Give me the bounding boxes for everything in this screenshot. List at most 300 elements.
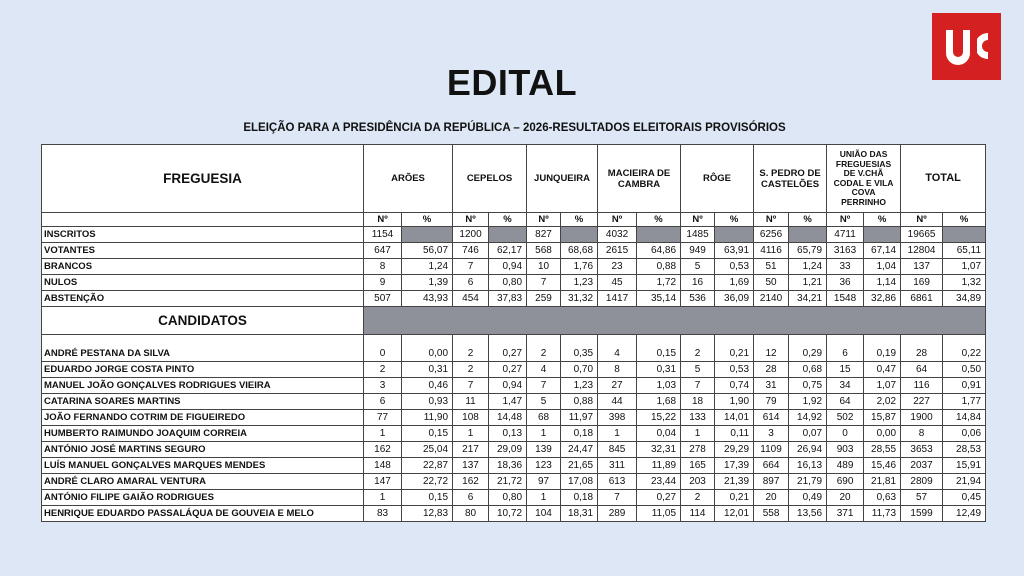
count-column-header: Nº — [681, 213, 715, 227]
percent-column-header: % — [864, 213, 901, 227]
percent-cell: 1,47 — [489, 394, 527, 410]
count-cell: 148 — [364, 458, 402, 474]
count-cell: 57 — [901, 490, 943, 506]
freguesia-header-roge: RÔGE — [681, 145, 754, 213]
freguesia-header-total: TOTAL — [901, 145, 986, 213]
percent-cell — [402, 227, 453, 243]
percent-cell: 1,32 — [943, 275, 986, 291]
count-cell: 647 — [364, 243, 402, 259]
percent-cell: 0,31 — [637, 362, 681, 378]
percent-cell: 0,00 — [864, 426, 901, 442]
percent-cell: 11,73 — [864, 506, 901, 522]
count-cell: 2809 — [901, 474, 943, 490]
percent-cell: 1,68 — [637, 394, 681, 410]
percent-cell: 1,07 — [864, 378, 901, 394]
percent-cell — [637, 227, 681, 243]
count-cell: 6256 — [754, 227, 789, 243]
count-cell: 259 — [527, 291, 561, 307]
candidate-row — [42, 442, 986, 458]
count-cell: 949 — [681, 243, 715, 259]
percent-cell: 37,83 — [489, 291, 527, 307]
count-cell: 1548 — [827, 291, 864, 307]
percent-cell: 0,21 — [715, 335, 754, 362]
row-label: ANDRÉ PESTANA DA SILVA — [42, 335, 364, 362]
freguesia-header: FREGUESIA — [42, 145, 364, 213]
count-cell: 1 — [527, 426, 561, 442]
percent-cell: 68,68 — [561, 243, 598, 259]
row-label: LUÍS MANUEL GONÇALVES MARQUES MENDES — [42, 458, 364, 474]
percent-cell: 1,03 — [637, 378, 681, 394]
count-cell: 1 — [364, 490, 402, 506]
count-cell: 10 — [527, 259, 561, 275]
percent-cell — [864, 227, 901, 243]
percent-cell: 15,87 — [864, 410, 901, 426]
percent-cell: 0,07 — [789, 426, 827, 442]
count-cell: 8 — [364, 259, 402, 275]
count-cell: 489 — [827, 458, 864, 474]
count-cell: 79 — [754, 394, 789, 410]
row-label: MANUEL JOÃO GONÇALVES RODRIGUES VIEIRA — [42, 378, 364, 394]
percent-cell: 0,21 — [715, 490, 754, 506]
percent-cell: 18,36 — [489, 458, 527, 474]
candidate-row — [42, 506, 986, 522]
percent-cell: 0,94 — [489, 378, 527, 394]
column-subheader-row — [42, 213, 986, 227]
count-cell: 27 — [598, 378, 637, 394]
count-cell: 454 — [453, 291, 489, 307]
count-cell: 123 — [527, 458, 561, 474]
percent-cell: 0,13 — [489, 426, 527, 442]
candidatos-header: CANDIDATOS — [42, 307, 364, 335]
percent-cell: 1,24 — [789, 259, 827, 275]
count-cell: 2 — [527, 335, 561, 362]
percent-column-header: % — [943, 213, 986, 227]
percent-cell — [715, 227, 754, 243]
count-cell: 1599 — [901, 506, 943, 522]
count-cell: 1154 — [364, 227, 402, 243]
percent-cell: 11,89 — [637, 458, 681, 474]
count-cell: 7 — [527, 378, 561, 394]
percent-cell: 43,93 — [402, 291, 453, 307]
row-label: ANTÓNIO JOSÉ MARTINS SEGURO — [42, 442, 364, 458]
percent-column-header: % — [561, 213, 598, 227]
count-cell: 15 — [827, 362, 864, 378]
count-column-header: Nº — [901, 213, 943, 227]
percent-cell: 1,39 — [402, 275, 453, 291]
count-cell: 108 — [453, 410, 489, 426]
count-cell: 0 — [364, 335, 402, 362]
percent-cell: 1,92 — [789, 394, 827, 410]
count-cell: 2615 — [598, 243, 637, 259]
count-cell: 6 — [364, 394, 402, 410]
count-cell: 1 — [453, 426, 489, 442]
count-cell: 613 — [598, 474, 637, 490]
count-cell: 502 — [827, 410, 864, 426]
count-cell: 34 — [827, 378, 864, 394]
percent-cell: 1,23 — [561, 275, 598, 291]
percent-cell: 0,88 — [637, 259, 681, 275]
count-cell: 507 — [364, 291, 402, 307]
row-label: ANDRÉ CLARO AMARAL VENTURA — [42, 474, 364, 490]
percent-cell — [789, 227, 827, 243]
percent-cell: 24,47 — [561, 442, 598, 458]
candidates-section — [42, 335, 986, 522]
count-cell: 4711 — [827, 227, 864, 243]
freguesia-header-junqueira: JUNQUEIRA — [527, 145, 598, 213]
count-cell: 5 — [681, 362, 715, 378]
percent-cell: 11,90 — [402, 410, 453, 426]
count-cell: 6 — [453, 275, 489, 291]
percent-cell: 1,77 — [943, 394, 986, 410]
percent-cell: 0,29 — [789, 335, 827, 362]
percent-cell — [489, 227, 527, 243]
count-cell: 1109 — [754, 442, 789, 458]
count-cell: 165 — [681, 458, 715, 474]
percent-cell: 1,90 — [715, 394, 754, 410]
count-cell: 8 — [901, 426, 943, 442]
count-cell: 278 — [681, 442, 715, 458]
percent-cell: 12,83 — [402, 506, 453, 522]
count-cell: 3 — [364, 378, 402, 394]
candidate-row — [42, 335, 986, 362]
count-cell: 9 — [364, 275, 402, 291]
count-cell: 4 — [598, 335, 637, 362]
count-cell: 12804 — [901, 243, 943, 259]
count-cell: 398 — [598, 410, 637, 426]
percent-column-header: % — [489, 213, 527, 227]
count-cell: 2140 — [754, 291, 789, 307]
percent-cell: 1,21 — [789, 275, 827, 291]
percent-cell: 56,07 — [402, 243, 453, 259]
count-cell: 7 — [453, 378, 489, 394]
count-cell: 114 — [681, 506, 715, 522]
count-cell: 227 — [901, 394, 943, 410]
candidate-row — [42, 362, 986, 378]
percent-cell: 13,56 — [789, 506, 827, 522]
candidate-row — [42, 458, 986, 474]
count-cell: 11 — [453, 394, 489, 410]
percent-cell: 0,93 — [402, 394, 453, 410]
count-cell: 3 — [754, 426, 789, 442]
percent-cell: 0,91 — [943, 378, 986, 394]
count-cell: 137 — [901, 259, 943, 275]
count-cell: 903 — [827, 442, 864, 458]
count-cell: 8 — [598, 362, 637, 378]
count-cell: 1417 — [598, 291, 637, 307]
percent-cell: 0,47 — [864, 362, 901, 378]
percent-cell: 16,13 — [789, 458, 827, 474]
count-cell: 1900 — [901, 410, 943, 426]
count-cell: 746 — [453, 243, 489, 259]
count-cell: 7 — [681, 378, 715, 394]
percent-cell: 21,39 — [715, 474, 754, 490]
percent-cell: 1,72 — [637, 275, 681, 291]
count-cell: 664 — [754, 458, 789, 474]
percent-cell: 15,22 — [637, 410, 681, 426]
count-cell: 371 — [827, 506, 864, 522]
percent-cell: 0,80 — [489, 490, 527, 506]
count-cell: 1 — [364, 426, 402, 442]
count-cell: 558 — [754, 506, 789, 522]
percent-cell: 14,84 — [943, 410, 986, 426]
count-cell: 23 — [598, 259, 637, 275]
percent-cell: 21,79 — [789, 474, 827, 490]
percent-cell: 62,17 — [489, 243, 527, 259]
percent-cell: 0,18 — [561, 490, 598, 506]
candidate-row — [42, 426, 986, 442]
row-label: JOÃO FERNANDO COTRIM DE FIGUEIREDO — [42, 410, 364, 426]
row-label: BRANCOS — [42, 259, 364, 275]
percent-column-header: % — [715, 213, 754, 227]
percent-cell: 0,94 — [489, 259, 527, 275]
percent-cell: 0,75 — [789, 378, 827, 394]
count-cell: 18 — [681, 394, 715, 410]
count-cell: 4 — [527, 362, 561, 378]
count-cell: 97 — [527, 474, 561, 490]
count-cell: 289 — [598, 506, 637, 522]
percent-cell: 12,49 — [943, 506, 986, 522]
percent-cell: 12,01 — [715, 506, 754, 522]
percent-cell: 0,63 — [864, 490, 901, 506]
percent-cell: 1,14 — [864, 275, 901, 291]
percent-cell: 25,04 — [402, 442, 453, 458]
count-cell: 2 — [364, 362, 402, 378]
percent-cell: 1,69 — [715, 275, 754, 291]
count-cell: 104 — [527, 506, 561, 522]
count-cell: 45 — [598, 275, 637, 291]
percent-cell: 0,22 — [943, 335, 986, 362]
percent-cell: 0,15 — [402, 426, 453, 442]
percent-cell: 21,81 — [864, 474, 901, 490]
count-cell: 20 — [827, 490, 864, 506]
percent-cell: 17,08 — [561, 474, 598, 490]
count-cell: 44 — [598, 394, 637, 410]
percent-cell: 10,72 — [489, 506, 527, 522]
count-cell: 83 — [364, 506, 402, 522]
percent-cell: 0,68 — [789, 362, 827, 378]
count-cell: 162 — [364, 442, 402, 458]
percent-cell: 0,15 — [637, 335, 681, 362]
percent-cell: 28,55 — [864, 442, 901, 458]
count-cell: 5 — [527, 394, 561, 410]
count-column-header: Nº — [364, 213, 402, 227]
count-cell: 2 — [681, 490, 715, 506]
count-column-header: Nº — [453, 213, 489, 227]
subheader-blank — [42, 213, 364, 227]
row-label: HUMBERTO RAIMUNDO JOAQUIM CORREIA — [42, 426, 364, 442]
candidate-row — [42, 378, 986, 394]
percent-cell: 23,44 — [637, 474, 681, 490]
row-label: NULOS — [42, 275, 364, 291]
count-cell: 536 — [681, 291, 715, 307]
candidate-row — [42, 490, 986, 506]
count-cell: 6 — [827, 335, 864, 362]
percent-cell: 35,14 — [637, 291, 681, 307]
page-title: EDITAL — [446, 62, 578, 103]
count-cell: 897 — [754, 474, 789, 490]
percent-cell: 0,50 — [943, 362, 986, 378]
percent-cell: 1,23 — [561, 378, 598, 394]
percent-cell: 21,72 — [489, 474, 527, 490]
count-cell: 614 — [754, 410, 789, 426]
percent-cell: 0,27 — [637, 490, 681, 506]
percent-cell: 15,91 — [943, 458, 986, 474]
percent-cell: 64,86 — [637, 243, 681, 259]
freguesia-header-sao-pedro: S. PEDRO DE CASTELÕES — [754, 145, 827, 213]
stats-row — [42, 227, 986, 243]
count-cell: 68 — [527, 410, 561, 426]
percent-cell: 11,97 — [561, 410, 598, 426]
count-cell: 6 — [453, 490, 489, 506]
percent-cell: 1,04 — [864, 259, 901, 275]
count-cell: 2 — [453, 362, 489, 378]
count-cell: 3163 — [827, 243, 864, 259]
stats-row — [42, 291, 986, 307]
count-cell: 2 — [681, 335, 715, 362]
count-cell: 64 — [901, 362, 943, 378]
percent-cell: 14,48 — [489, 410, 527, 426]
percent-cell: 0,49 — [789, 490, 827, 506]
percent-cell: 0,80 — [489, 275, 527, 291]
count-cell: 80 — [453, 506, 489, 522]
stats-row — [42, 275, 986, 291]
count-cell: 7 — [453, 259, 489, 275]
count-cell: 77 — [364, 410, 402, 426]
candidate-row — [42, 394, 986, 410]
percent-cell: 32,86 — [864, 291, 901, 307]
row-label: INSCRITOS — [42, 227, 364, 243]
stats-row — [42, 243, 986, 259]
percent-cell: 0,70 — [561, 362, 598, 378]
count-cell: 28 — [754, 362, 789, 378]
count-cell: 169 — [901, 275, 943, 291]
stats-section — [42, 227, 986, 307]
percent-cell: 31,32 — [561, 291, 598, 307]
row-label: CATARINA SOARES MARTINS — [42, 394, 364, 410]
count-cell: 137 — [453, 458, 489, 474]
percent-cell — [943, 227, 986, 243]
percent-cell — [561, 227, 598, 243]
percent-cell: 0,53 — [715, 362, 754, 378]
count-cell: 311 — [598, 458, 637, 474]
row-label: ABSTENÇÃO — [42, 291, 364, 307]
count-column-header: Nº — [827, 213, 864, 227]
count-cell: 690 — [827, 474, 864, 490]
percent-cell: 1,07 — [943, 259, 986, 275]
count-cell: 4032 — [598, 227, 637, 243]
percent-cell: 0,53 — [715, 259, 754, 275]
percent-cell: 29,09 — [489, 442, 527, 458]
count-cell: 3653 — [901, 442, 943, 458]
count-cell: 1200 — [453, 227, 489, 243]
count-cell: 50 — [754, 275, 789, 291]
percent-cell: 0,15 — [402, 490, 453, 506]
percent-cell: 65,11 — [943, 243, 986, 259]
percent-cell: 0,46 — [402, 378, 453, 394]
count-cell: 64 — [827, 394, 864, 410]
candidatos-header-fill — [364, 307, 986, 335]
count-cell: 33 — [827, 259, 864, 275]
count-cell: 16 — [681, 275, 715, 291]
count-cell: 12 — [754, 335, 789, 362]
count-cell: 1485 — [681, 227, 715, 243]
count-cell: 1 — [681, 426, 715, 442]
freguesia-header-aroes: ARÕES — [364, 145, 453, 213]
percent-cell: 15,46 — [864, 458, 901, 474]
count-cell: 20 — [754, 490, 789, 506]
percent-cell: 22,72 — [402, 474, 453, 490]
percent-cell: 67,14 — [864, 243, 901, 259]
percent-cell: 0,31 — [402, 362, 453, 378]
percent-cell: 0,00 — [402, 335, 453, 362]
percent-cell: 36,09 — [715, 291, 754, 307]
percent-cell: 0,04 — [637, 426, 681, 442]
freguesia-header-macieira: MACIEIRA DE CAMBRA — [598, 145, 681, 213]
count-cell: 827 — [527, 227, 561, 243]
percent-cell: 28,53 — [943, 442, 986, 458]
percent-cell: 0,27 — [489, 362, 527, 378]
count-column-header: Nº — [598, 213, 637, 227]
count-cell: 5 — [681, 259, 715, 275]
percent-cell: 0,18 — [561, 426, 598, 442]
count-cell: 203 — [681, 474, 715, 490]
percent-column-header: % — [789, 213, 827, 227]
count-column-header: Nº — [527, 213, 561, 227]
count-cell: 2 — [453, 335, 489, 362]
percent-cell: 32,31 — [637, 442, 681, 458]
percent-cell: 34,89 — [943, 291, 986, 307]
percent-cell: 11,05 — [637, 506, 681, 522]
count-cell: 7 — [598, 490, 637, 506]
count-cell: 162 — [453, 474, 489, 490]
count-cell: 2037 — [901, 458, 943, 474]
percent-cell: 1,24 — [402, 259, 453, 275]
page-subtitle: ELEIÇÃO PARA A PRESIDÊNCIA DA REPÚBLICA – 2026-RESULTADOS ELEITORAIS PROVISÓRIOS — [243, 122, 786, 134]
percent-cell: 0,74 — [715, 378, 754, 394]
percent-column-header: % — [402, 213, 453, 227]
percent-cell: 0,06 — [943, 426, 986, 442]
percent-cell: 63,91 — [715, 243, 754, 259]
percent-cell: 1,76 — [561, 259, 598, 275]
count-cell: 1 — [527, 490, 561, 506]
count-cell: 845 — [598, 442, 637, 458]
count-cell: 4116 — [754, 243, 789, 259]
count-cell: 36 — [827, 275, 864, 291]
results-table — [41, 144, 986, 522]
count-column-header: Nº — [754, 213, 789, 227]
count-cell: 116 — [901, 378, 943, 394]
candidate-row — [42, 474, 986, 490]
count-cell: 139 — [527, 442, 561, 458]
count-cell: 133 — [681, 410, 715, 426]
count-cell: 51 — [754, 259, 789, 275]
percent-cell: 34,21 — [789, 291, 827, 307]
percent-cell: 65,79 — [789, 243, 827, 259]
count-cell: 7 — [527, 275, 561, 291]
count-cell: 568 — [527, 243, 561, 259]
percent-cell: 21,65 — [561, 458, 598, 474]
percent-cell: 0,35 — [561, 335, 598, 362]
count-cell: 217 — [453, 442, 489, 458]
percent-cell: 0,11 — [715, 426, 754, 442]
percent-cell: 0,88 — [561, 394, 598, 410]
count-cell: 19665 — [901, 227, 943, 243]
percent-cell: 14,92 — [789, 410, 827, 426]
percent-cell: 29,29 — [715, 442, 754, 458]
freguesia-header-cepelos: CEPELOS — [453, 145, 527, 213]
percent-cell: 0,45 — [943, 490, 986, 506]
count-cell: 0 — [827, 426, 864, 442]
